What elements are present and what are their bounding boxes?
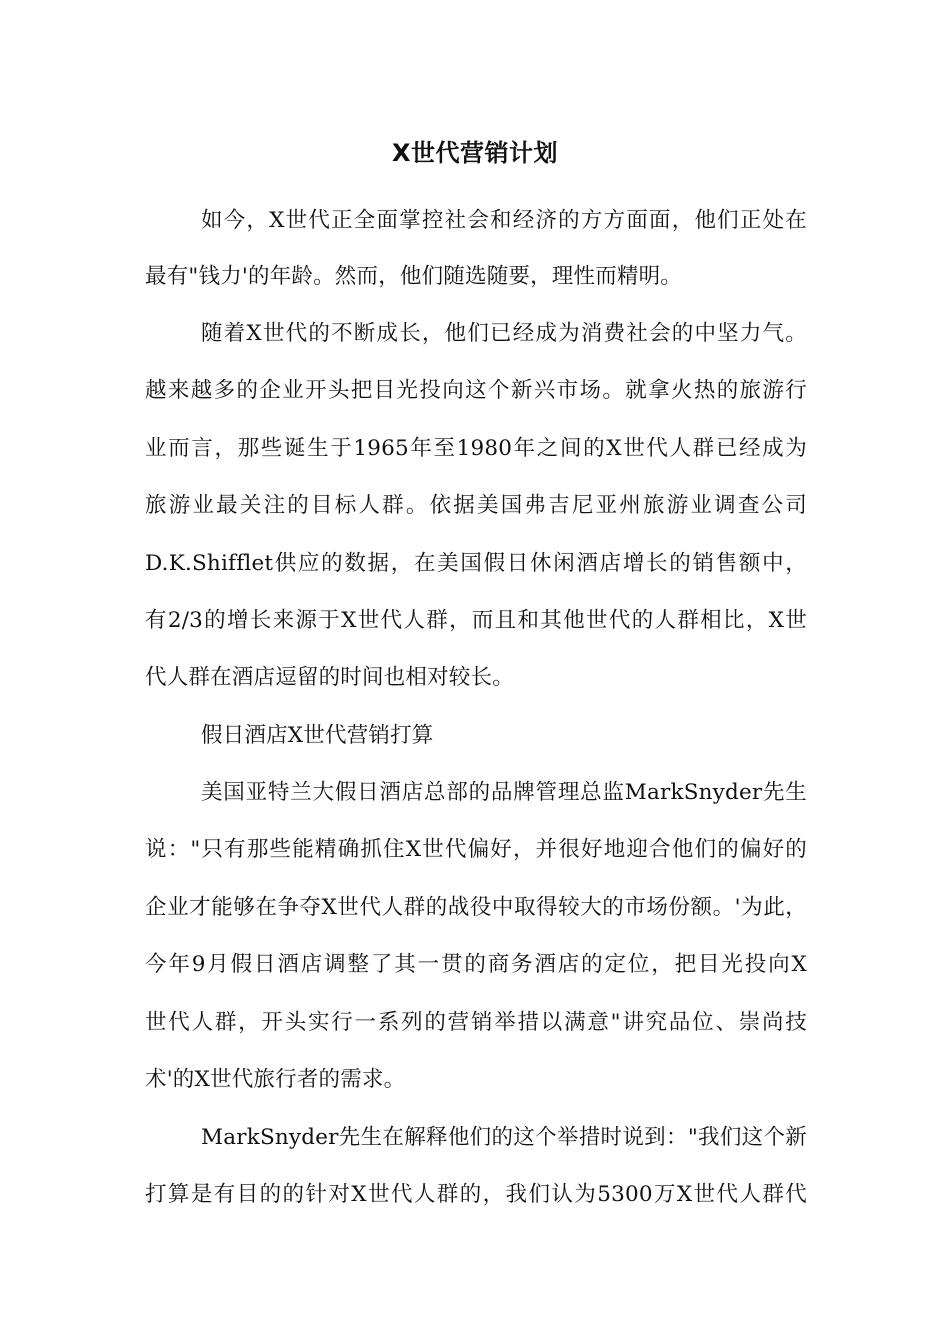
paragraph-line: 美国亚特兰大假日酒店总部的品牌管理总监MarkSnyder先生 bbox=[201, 780, 807, 805]
paragraph-line: 如今，X世代正全面掌控社会和经济的方方面面，他们正处在 bbox=[201, 208, 807, 233]
paragraph-line: 随着X世代的不断成长，他们已经成为消费社会的中坚力气。 bbox=[201, 321, 807, 346]
paragraph-line: 旅游业最关注的目标人群。依据美国弗吉尼亚州旅游业调查公司 bbox=[145, 493, 807, 518]
paragraph-line: 业而言，那些诞生于1965年至1980年之间的X世代人群已经成为 bbox=[145, 436, 807, 461]
paragraph-line: 企业才能够在争夺X世代人群的战役中取得较大的市场份额。'为此， bbox=[145, 895, 807, 920]
paragraph-line: D.K.Shifflet供应的数据，在美国假日休闲酒店增长的销售额中， bbox=[145, 551, 807, 576]
paragraph-line: 代人群在酒店逗留的时间也相对较长。 bbox=[145, 665, 514, 690]
paragraph-line: 最有"钱力'的年龄。然而，他们随选随要，理性而精明。 bbox=[145, 264, 683, 289]
section-heading: 假日酒店X世代营销打算 bbox=[201, 723, 434, 748]
paragraph-line: 术'的X世代旅行者的需求。 bbox=[145, 1067, 406, 1092]
paragraph-line: 有2/3的增长来源于X世代人群，而且和其他世代的人群相比，X世 bbox=[145, 608, 807, 633]
paragraph-line: 今年9月假日酒店调整了其一贯的商务酒店的定位，把目光投向X bbox=[145, 952, 807, 977]
paragraph-line: 打算是有目的的针对X世代人群的，我们认为5300万X世代人群代 bbox=[145, 1182, 807, 1207]
paragraph-line: 世代人群，开头实行一系列的营销举措以满意"讲究品位、崇尚技 bbox=[145, 1010, 807, 1035]
paragraph-line: 说："只有那些能精确抓住X世代偏好，并很好地迎合他们的偏好的 bbox=[145, 837, 807, 862]
paragraph-line: MarkSnyder先生在解释他们的这个举措时说到："我们这个新 bbox=[201, 1125, 807, 1150]
paragraph-line: 越来越多的企业开头把目光投向这个新兴市场。就拿火热的旅游行 bbox=[145, 378, 807, 403]
document-title: X世代营销计划 bbox=[391, 139, 558, 167]
